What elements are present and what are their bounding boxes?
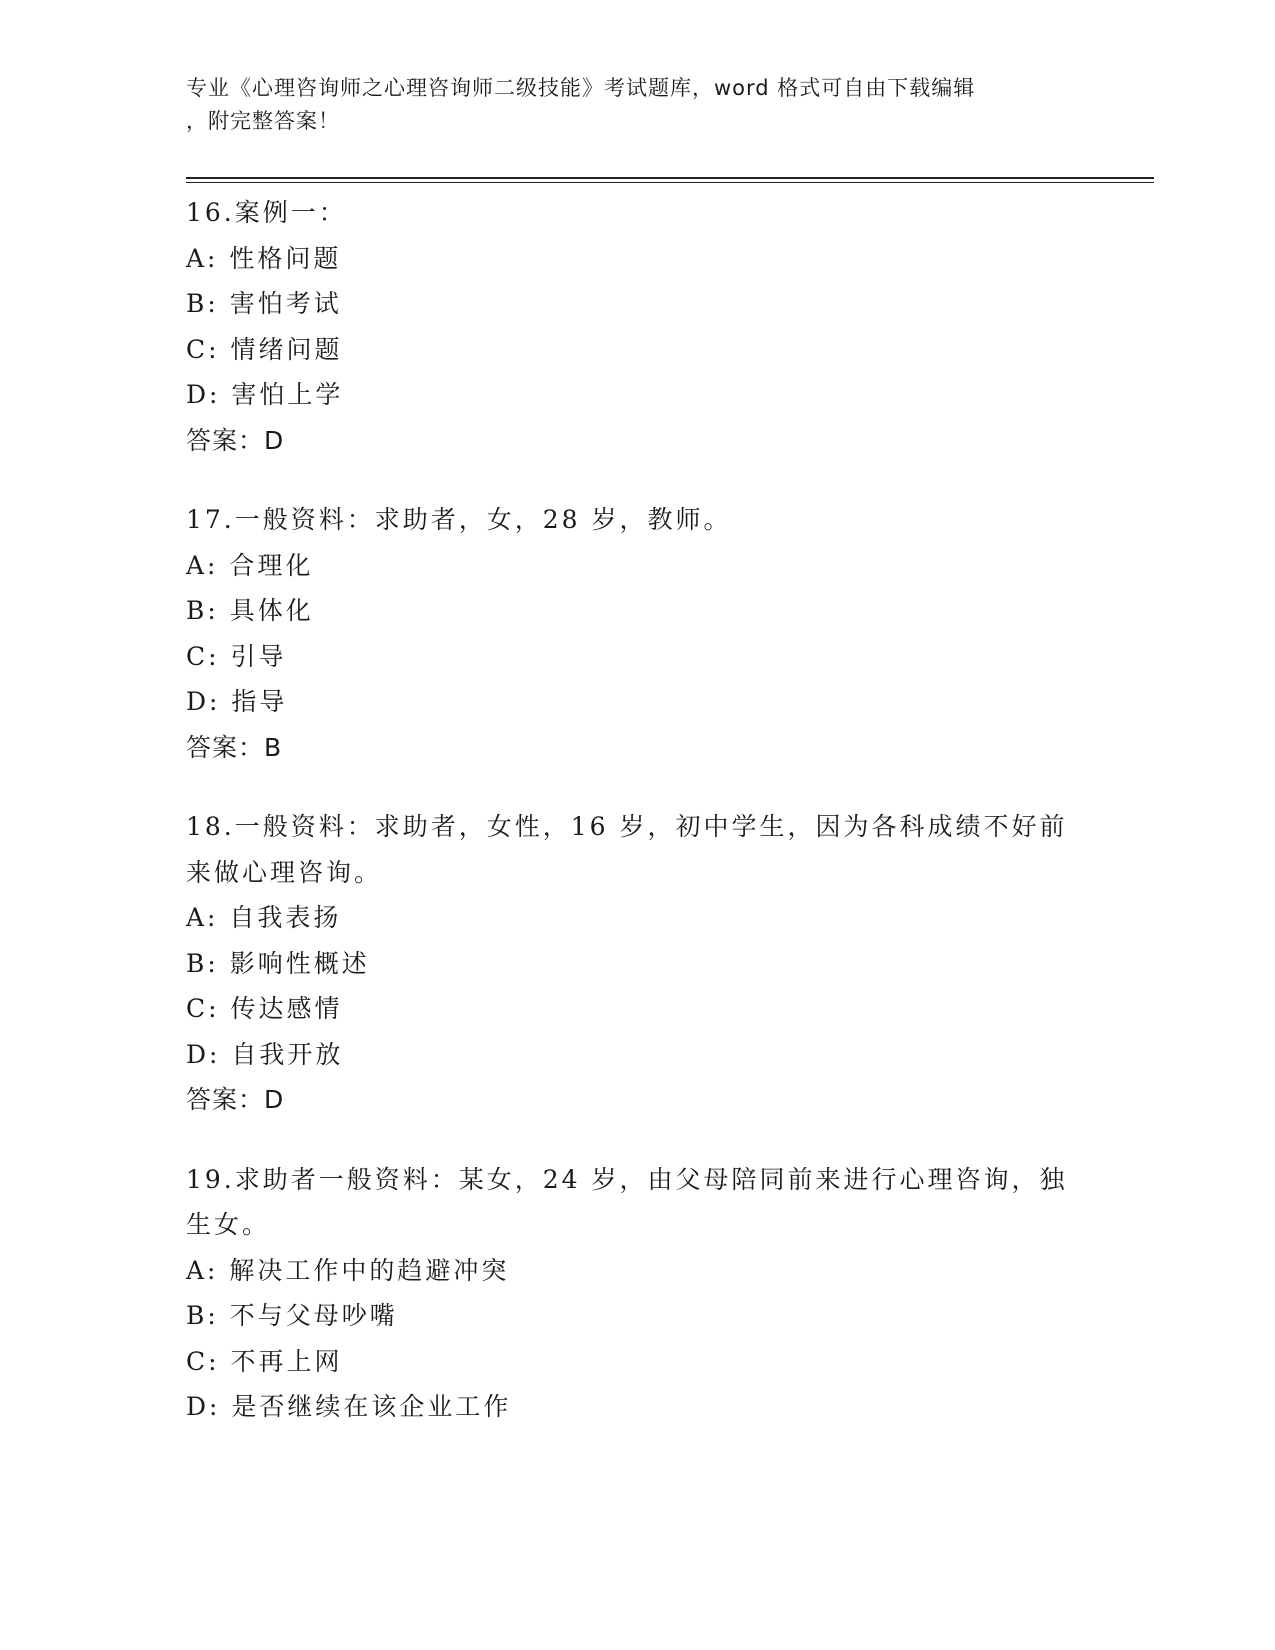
question-stem: 19.求助者一般资料：某女，24 岁，由父母陪同前来进行心理咨询，独生女。 [186,1164,1068,1239]
answer-label: 答案：D [186,425,285,455]
option-a: A: 性格问题 [186,243,342,273]
answer-label: 答案：D [186,1085,285,1114]
option-d: D: 是否继续在该企业工作 [186,1392,512,1421]
header-line-1: 专业《心理咨询师之心理咨询师二级技能》考试题库，word 格式可自由下载编辑 [186,76,976,100]
option-c: C: 不再上网 [186,1346,343,1376]
question-stem: 18.一般资料：求助者，女性，16 岁，初中学生，因为各科成绩不好前来做心理咨询。 [186,812,1068,887]
option-a: A: 合理化 [186,550,314,580]
option-b: B: 不与父母吵嘴 [186,1301,398,1330]
question-16 [186,190,1086,463]
question-stem: 17.一般资料：求助者，女，28 岁，教师。 [186,505,732,534]
question-19 [186,1157,1086,1430]
option-b: B: 影响性概述 [186,948,370,978]
question-list [186,190,1086,1464]
question-stem: 16.案例一： [186,198,347,227]
option-c: C: 引导 [186,641,287,671]
header-divider-thick [186,177,1154,179]
question-18 [186,804,1086,1123]
option-b: B: 害怕考试 [186,289,342,318]
option-d: D: 指导 [186,687,288,716]
question-17 [186,497,1086,770]
option-c: C: 传达感情 [186,994,343,1023]
option-b: B: 具体化 [186,596,314,625]
option-d: D: 自我开放 [186,1039,344,1069]
header-divider-thin [186,182,1154,183]
header-line-2: ，附完整答案！ [186,109,340,133]
option-a: A: 自我表扬 [186,903,342,932]
option-d: D: 害怕上学 [186,380,344,409]
document-header [186,72,1066,138]
option-a: A: 解决工作中的趋避冲突 [186,1255,510,1285]
answer-label: 答案：B [186,732,283,762]
option-c: C: 情绪问题 [186,334,343,364]
